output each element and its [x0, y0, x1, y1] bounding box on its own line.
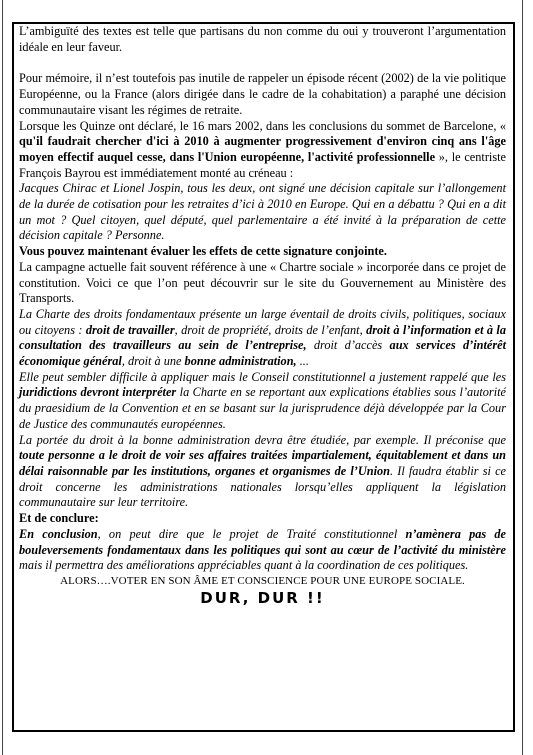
text-run: . Il faudra établir si ce droit concerne les administrations nationales lorsqu’elles appliquent la législation communautaire sur leur territoire.	[19, 463, 506, 510]
paragraph-barcelone	[19, 119, 506, 182]
paragraph-conclure-heading: Et de conclure:	[19, 511, 99, 526]
text-run: Lorsque les Quinze ont déclaré, le 16 mars 2002, dans les conclusions du sommet de Barcelone, «	[19, 118, 506, 133]
paragraph-chartre: La campagne actuelle fait souvent référence à une « Chartre sociale » incorporée dans ce projet de constitution. Voici ce que l’on peut découvrir sur le site du Gouvernement au Ministère des Transports.	[19, 259, 506, 306]
paragraph-memoire: Pour mémoire, il n’est toutefois pas inutile de rappeler un épisode récent (2002) de la vie politique Européenne, ou la France (alors dirigée dans le cadre de la cohabitation) a paraphé une décision communautaire visant les régimes de retraite.	[19, 71, 506, 117]
paragraph-charte-droits	[19, 307, 506, 370]
text-run: La Charte des droits fondamentaux présente un large éventail de droits civils, politiques, sociaux ou citoyens :	[19, 306, 506, 337]
paragraph-vote-call: ALORS….VOTER EN SON ÂME ET CONSCIENCE POUR UNE EUROPE SOCIALE.	[60, 574, 465, 587]
bold-run: juridictions devront interpréter	[19, 385, 177, 400]
bold-run: aux services d’intérêt économique général	[19, 338, 506, 369]
text-run: droit d’accès	[306, 338, 390, 353]
text-run: , on peut dire que le projet de Traité constitutionnel	[97, 526, 406, 541]
paragraph-conseil	[19, 370, 506, 433]
text-run: Elle peut sembler difficile à appliquer mais le Conseil constitutionnel a justement rappelé que les	[19, 369, 506, 384]
bold-run: toute personne a le droit de voir ses affaires traitées impartialement, équitablement et dans un délai raisonnable par les institutions, organes et organismes de l’Union	[19, 448, 506, 478]
text-run: », le centriste François Bayrou est immédiatement monté au créneau :	[19, 149, 506, 180]
document-body	[19, 24, 506, 606]
text-run: , droit à une	[121, 354, 185, 369]
text-run: ...	[296, 354, 309, 369]
text-run: mais il permettra des améliorations appréciables quant à la coordination de ces politiques.	[19, 558, 469, 573]
bold-quote: qu'il faudrait chercher d'ici à 2010 à augmenter progressivement d'environ cinq ans l'âge moyen effectif auquel cesse, dans l'Union européenne, l'activité professionnelle	[19, 134, 506, 164]
bold-run: En conclusion	[19, 526, 98, 541]
margin-rule-right	[522, 0, 523, 755]
paragraph-gap	[19, 55, 506, 71]
text-run: La portée du droit à la bonne administration devra être étudiée, par exemple. Il préconise que	[19, 432, 506, 447]
bold-run: n’amènera pas de bouleversements fondamentaux dans les politiques qui sont au cœur de l’activité du ministère	[19, 526, 506, 557]
margin-rule-left	[2, 0, 3, 755]
paragraph-dur-dur: DUR, DUR !!	[200, 588, 325, 607]
bold-run: bonne administration,	[184, 354, 297, 369]
text-run: , droit de propriété, droits de l’enfant,	[174, 322, 367, 337]
paragraph-intro: L’ambiguïté des textes est telle que partisans du non comme du oui y trouveront l’argumentation idéale en leur faveur.	[19, 24, 506, 54]
bold-run: droit de travailler	[85, 322, 175, 337]
text-run: la Charte en se reportant aux explications établies sous l’autorité du praesidium de la Convention et en se basant sur la jurisprudence déjà développée par la Cour de Justice des communautés européennes.	[19, 385, 506, 431]
paragraph-conclusion	[19, 527, 506, 574]
paragraph-evaluate: Vous pouvez maintenant évaluer les effets de cette signature conjointe.	[19, 244, 387, 259]
paragraph-bayrou-quote: Jacques Chirac et Lionel Jospin, tous les deux, ont signé une décision capitale sur l’allongement de la durée de cotisation pour les retraites d’ici à 2010 en Europe. Qui en a débattu ? Qui en a dit un mot ? Quel citoyen, quel député, quel parlementaire a été invité à la préparation de cette décision capitale ? Personne.	[19, 181, 506, 243]
bold-run: droit à l’information et à la consultation des travailleurs au sein de l’entreprise,	[19, 322, 506, 353]
paragraph-bonne-administration	[19, 433, 506, 512]
